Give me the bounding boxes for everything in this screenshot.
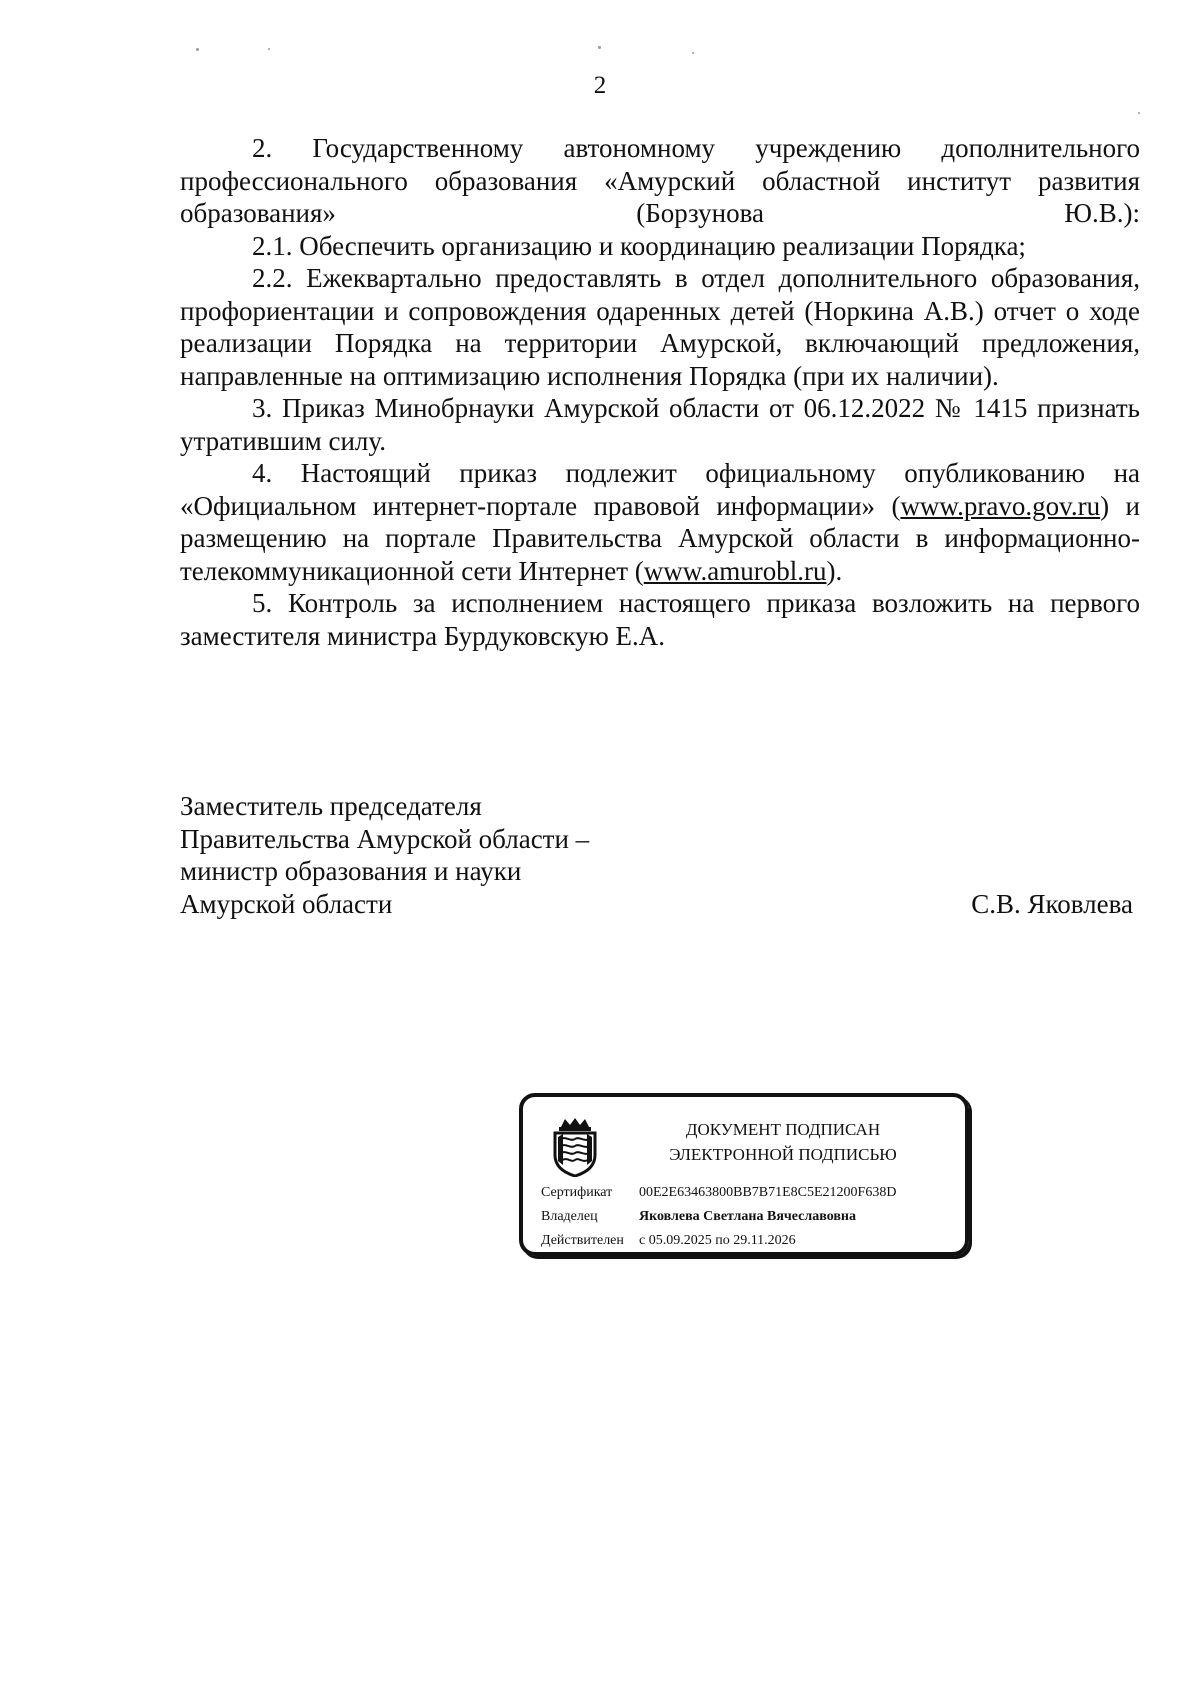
stamp-title-line: ДОКУМЕНТ ПОДПИСАН xyxy=(685,1120,881,1139)
paragraph-4-text-middle: ) и размещению на портале Правительства Амурской области в информационно-телекоммуникационной сети Интернет ( xyxy=(180,490,1140,586)
stamp-title-line: ЭЛЕКТРОННОЙ ПОДПИСЬЮ xyxy=(669,1145,897,1164)
certificate-value: 00E2E63463800BB7B71E8C5E21200F638D xyxy=(639,1185,897,1200)
amurobl-link[interactable]: www.amurobl.ru xyxy=(643,555,827,586)
valid-row xyxy=(541,1233,796,1249)
owner-row xyxy=(541,1209,856,1225)
pravo-link[interactable]: www.pravo.gov.ru xyxy=(900,490,1101,521)
paragraph-4-text-start: 4. Настоящий приказ подлежит официальному опубликованию на «Официальном интернет-портале правовой информации» ( xyxy=(180,458,1140,521)
scan-speck xyxy=(598,46,601,49)
owner-value: Яковлева Светлана Вячеславовна xyxy=(639,1209,856,1224)
scan-speck xyxy=(692,52,694,54)
paragraph-3: 3. Приказ Минобрнауки Амурской области от 06.12.2022 № 1415 признать утратившим силу. xyxy=(180,393,1140,456)
paragraph-2: 2. Государственному автономному учреждению дополнительного профессионального образования «Амурский областной институт развития образования» (Борзунова Ю.В.): xyxy=(180,133,1140,228)
signer-position-line: министр образования и науки xyxy=(180,856,522,886)
paragraph-4 xyxy=(180,457,1140,587)
certificate-label: Сертификат xyxy=(541,1185,613,1200)
valid-value: с 05.09.2025 по 29.11.2026 xyxy=(639,1233,796,1248)
stamp-title xyxy=(623,1117,943,1167)
signer-position-line: Заместитель председателя xyxy=(180,791,482,821)
certificate-row xyxy=(541,1185,896,1201)
scan-speck xyxy=(268,48,270,50)
paragraph-5: 5. Контроль за исполнением настоящего приказа возложить на первого заместителя министра Бурдуковскую Е.А. xyxy=(180,588,1140,651)
signer-position-line: Правительства Амурской области – xyxy=(180,823,590,854)
signer-name: С.В. Яковлева xyxy=(971,889,1133,919)
paragraph-2-1: 2.1. Обеспечить организацию и координацию реализации Порядка; xyxy=(252,230,1026,261)
valid-label: Действителен xyxy=(541,1233,624,1248)
scan-speck xyxy=(1138,112,1140,114)
paragraph-2-2: 2.2. Ежеквартально предоставлять в отдел дополнительного образования, профориентации и сопровождения одаренных детей (Норкина А.В.) отчет о ходе реализации Порядка на территории Амурской, включающий предложения, направленные на оптимизацию исполнения Порядка (при их наличии). xyxy=(180,263,1140,391)
page-number: 2 xyxy=(593,72,607,99)
order-body xyxy=(180,132,1140,652)
scan-speck xyxy=(196,48,199,51)
coat-of-arms-icon xyxy=(549,1117,601,1177)
owner-label: Владелец xyxy=(541,1209,598,1224)
electronic-signature-stamp xyxy=(519,1093,969,1256)
paragraph-4-text-end: ). xyxy=(826,555,843,586)
signer-position xyxy=(180,790,589,920)
signer-position-line: Амурской области xyxy=(180,888,393,919)
